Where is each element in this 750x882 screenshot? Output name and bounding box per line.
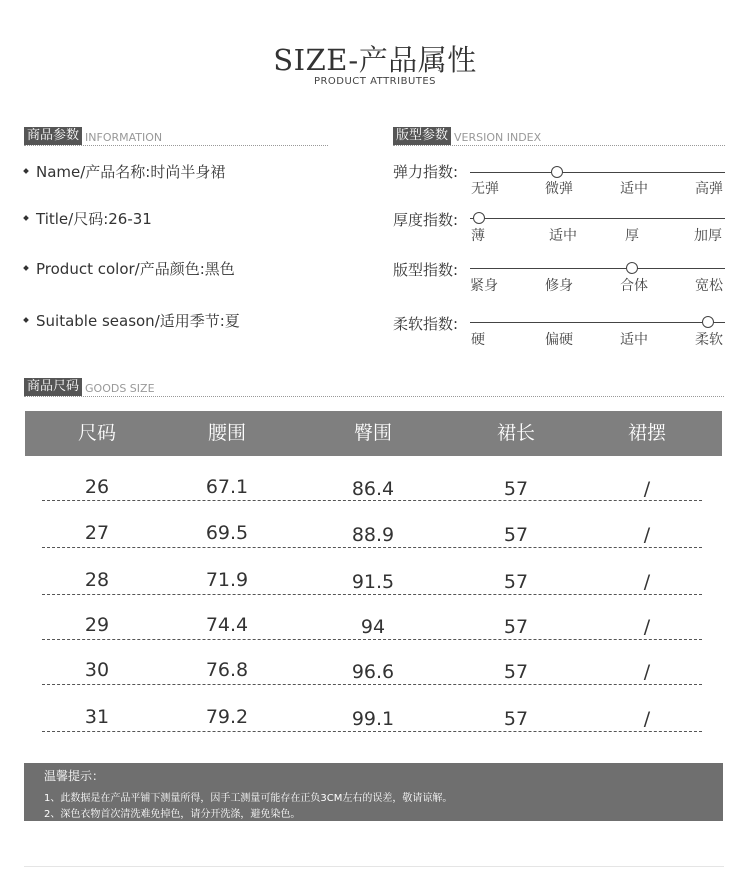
scale-option: 适中 bbox=[620, 332, 648, 348]
info-item-text: Product color/产品颜色:黑色 bbox=[36, 260, 235, 278]
info-item bbox=[24, 310, 240, 331]
info-item-text: Name/产品名称:时尚半身裙 bbox=[36, 163, 226, 181]
bottom-divider bbox=[24, 866, 724, 867]
scale-option: 合体 bbox=[620, 278, 648, 294]
scale-option: 修身 bbox=[545, 278, 573, 294]
scale-option: 柔软 bbox=[695, 332, 723, 348]
table-cell: 69.5 bbox=[205, 522, 249, 544]
scale-option: 偏硬 bbox=[545, 332, 573, 348]
row-divider bbox=[42, 731, 702, 732]
table-cell: 28 bbox=[84, 569, 110, 591]
goods-size-header bbox=[24, 378, 155, 396]
table-cell: / bbox=[643, 661, 651, 683]
row-divider bbox=[42, 594, 702, 595]
table-cell: 99.1 bbox=[351, 708, 395, 730]
table-cell: 57 bbox=[503, 616, 529, 638]
info-item bbox=[24, 161, 225, 182]
version-index-header bbox=[393, 127, 541, 145]
scale-line bbox=[470, 268, 725, 269]
column-header: 裙摆 bbox=[627, 422, 666, 444]
goods-size-tag-en: GOODS SIZE bbox=[85, 382, 155, 395]
scale-line bbox=[470, 322, 725, 323]
scale-marker bbox=[626, 262, 638, 274]
row-divider bbox=[42, 547, 702, 548]
scale-label: 柔软指数: bbox=[393, 315, 459, 333]
info-item bbox=[24, 258, 235, 279]
row-divider bbox=[42, 500, 702, 501]
table-cell: 74.4 bbox=[205, 614, 249, 636]
table-cell: 96.6 bbox=[351, 661, 395, 683]
table-cell: 79.2 bbox=[205, 706, 249, 728]
column-header: 腰围 bbox=[207, 422, 246, 444]
table-cell: / bbox=[643, 616, 651, 638]
information-tag: 商品参数 bbox=[24, 127, 82, 145]
scale-option: 无弹 bbox=[471, 181, 499, 197]
bullet-icon bbox=[23, 265, 29, 271]
info-item bbox=[24, 208, 152, 229]
page-subtitle: PRODUCT ATTRIBUTES bbox=[313, 76, 437, 87]
table-cell: 31 bbox=[84, 706, 110, 728]
table-cell: 86.4 bbox=[351, 478, 395, 500]
table-cell: 57 bbox=[503, 661, 529, 683]
table-cell: 91.5 bbox=[351, 571, 395, 593]
scale-line bbox=[470, 218, 725, 219]
scale-option: 适中 bbox=[620, 181, 648, 197]
tips-line: 1、此数据是在产品平铺下测量所得，因手工测量可能存在正负3CM左右的误差，敬请谅解。 bbox=[44, 793, 453, 804]
table-cell: / bbox=[643, 478, 651, 500]
scale-marker bbox=[551, 166, 563, 178]
table-cell: 71.9 bbox=[205, 569, 249, 591]
information-header bbox=[24, 127, 162, 145]
table-cell: 57 bbox=[503, 571, 529, 593]
tips-box bbox=[24, 763, 723, 821]
table-cell: 57 bbox=[503, 478, 529, 500]
version-index-divider bbox=[393, 145, 725, 146]
table-cell: 76.8 bbox=[205, 659, 249, 681]
info-item-text: Title/尺码:26-31 bbox=[36, 210, 152, 228]
column-header: 臀围 bbox=[353, 422, 392, 444]
scale-line bbox=[470, 172, 725, 173]
scale-option: 宽松 bbox=[695, 278, 723, 294]
table-cell: 26 bbox=[84, 476, 110, 498]
bullet-icon bbox=[23, 168, 29, 174]
page-title: SIZE-产品属性 bbox=[273, 43, 477, 77]
version-index-tag-en: VERSION INDEX bbox=[454, 131, 542, 144]
scale-option: 高弹 bbox=[695, 181, 723, 197]
scale-option: 硬 bbox=[471, 332, 485, 348]
bullet-icon bbox=[23, 215, 29, 221]
table-cell: 57 bbox=[503, 524, 529, 546]
table-cell: 27 bbox=[84, 522, 110, 544]
information-tag-en: INFORMATION bbox=[85, 131, 163, 144]
scale-label: 版型指数: bbox=[393, 261, 459, 279]
column-header: 裙长 bbox=[496, 422, 535, 444]
table-cell: / bbox=[643, 571, 651, 593]
scale-label: 厚度指数: bbox=[393, 211, 459, 229]
table-cell: 29 bbox=[84, 614, 110, 636]
table-cell: 94 bbox=[360, 616, 386, 638]
table-cell: 30 bbox=[84, 659, 110, 681]
scale-option: 厚 bbox=[625, 228, 639, 244]
information-divider bbox=[24, 145, 328, 146]
scale-marker bbox=[473, 212, 485, 224]
table-cell: 57 bbox=[503, 708, 529, 730]
goods-size-tag: 商品尺码 bbox=[24, 378, 82, 396]
goods-size-divider bbox=[24, 396, 724, 397]
size-table-header bbox=[25, 411, 722, 456]
row-divider bbox=[42, 684, 702, 685]
scale-option: 适中 bbox=[549, 228, 577, 244]
scale-option: 薄 bbox=[471, 228, 485, 244]
table-cell: / bbox=[643, 524, 651, 546]
scale-option: 微弹 bbox=[545, 181, 573, 197]
tips-title: 温馨提示： bbox=[44, 769, 105, 783]
row-divider bbox=[42, 639, 702, 640]
scale-marker bbox=[702, 316, 714, 328]
scale-option: 紧身 bbox=[470, 278, 498, 294]
scale-label: 弹力指数: bbox=[393, 163, 459, 181]
table-cell: / bbox=[643, 708, 651, 730]
column-header: 尺码 bbox=[77, 422, 116, 444]
table-cell: 88.9 bbox=[351, 524, 395, 546]
info-item-text: Suitable season/适用季节:夏 bbox=[36, 312, 240, 330]
table-cell: 67.1 bbox=[205, 476, 249, 498]
tips-line: 2、深色衣物首次清洗难免掉色，请分开洗涤，避免染色。 bbox=[44, 809, 301, 820]
scale-option: 加厚 bbox=[694, 228, 722, 244]
version-index-tag: 版型参数 bbox=[393, 127, 451, 145]
bullet-icon bbox=[23, 317, 29, 323]
